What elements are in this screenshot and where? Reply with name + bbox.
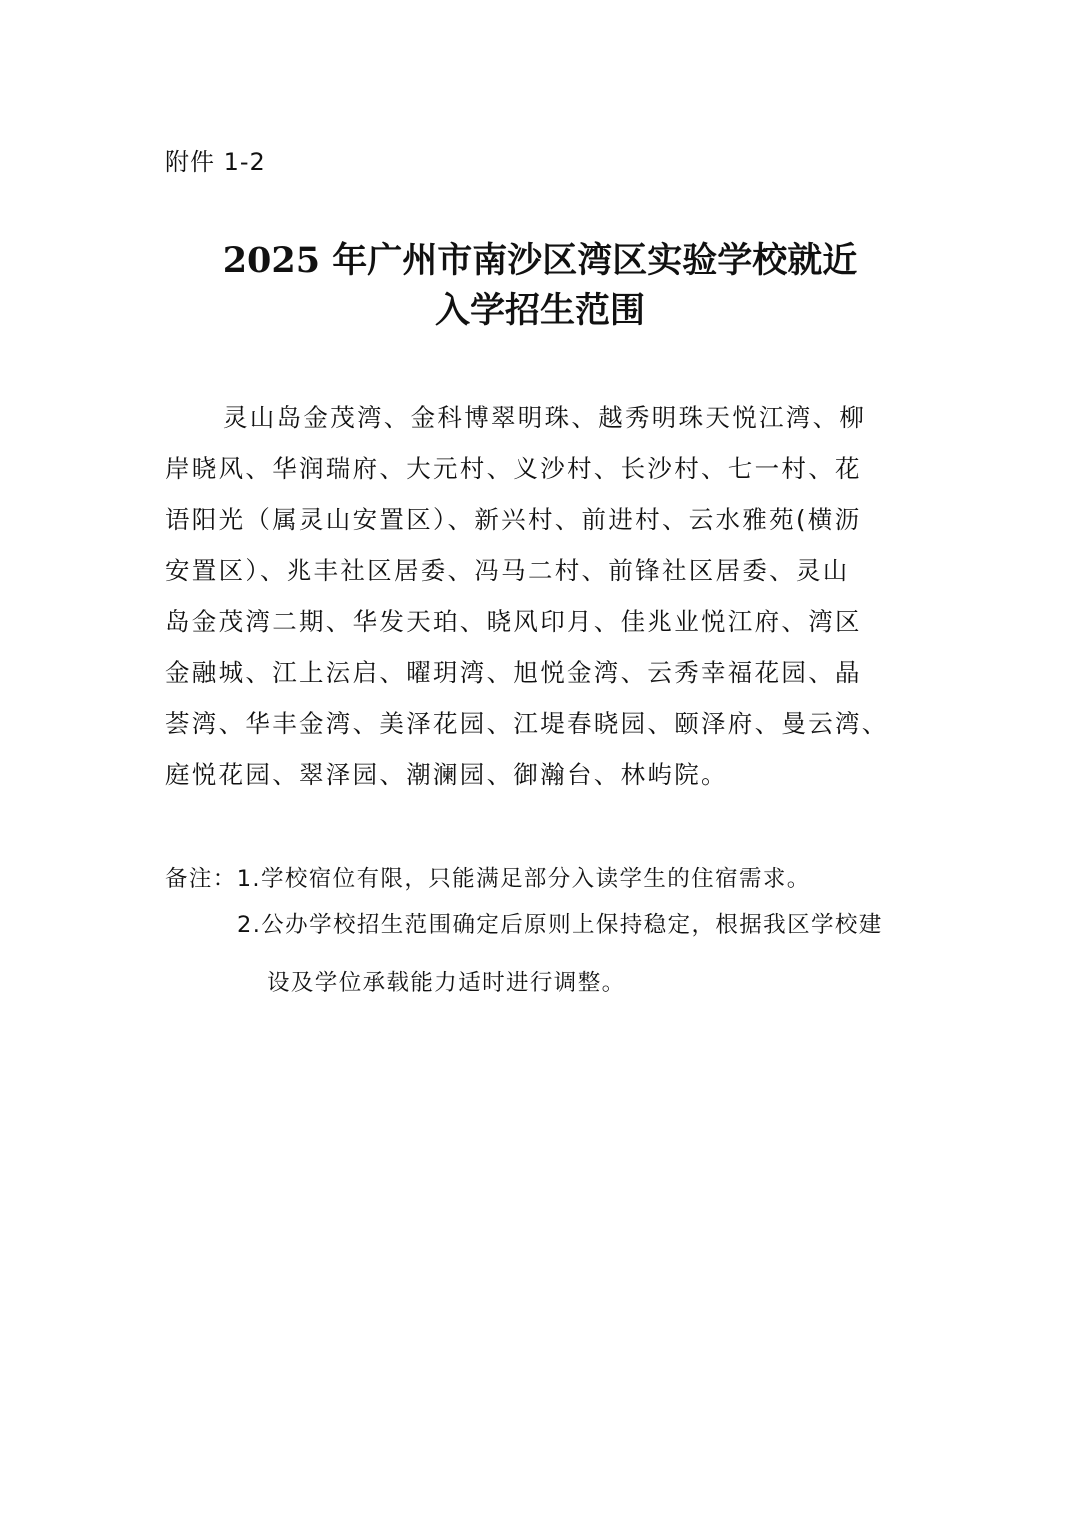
title-line-2: 入学招生范围 [434,290,645,331]
title-line-1: 2025 年广州市南沙区湾区实验学校就近 [222,240,858,281]
notes-section [165,856,925,1006]
body-line-4: 安置区）、兆丰社区居委、冯马二村、前锋社区居委、灵山 [165,556,850,585]
note-item-1: 备注：1.学校宿位有限，只能满足部分入读学生的住宿需求。 [165,866,811,892]
body-line-5: 岛金茂湾二期、华发天珀、晓风印月、佳兆业悦江府、湾区 [165,607,862,636]
note-item-2: 2.公办学校招生范围确定后原则上保持稳定，根据我区学校建 [237,912,883,938]
note-item-2-continued: 设及学位承载能力适时进行调整。 [267,970,626,996]
body-line-1: 灵山岛金茂湾、金科博翠明珠、越秀明珠天悦江湾、柳 [223,403,867,432]
body-line-6: 金融城、江上沄启、曜玥湾、旭悦金湾、云秀幸福花园、晶 [165,658,862,687]
attachment-label: 附件 1-2 [165,148,266,176]
body-line-3: 语阳光（属灵山安置区）、新兴村、前进村、云水雅苑(横沥 [165,505,862,534]
body-line-2: 岸晓风、华润瑞府、大元村、义沙村、长沙村、七一村、花 [165,454,862,483]
document-title [165,236,915,336]
body-line-7: 荟湾、华丰金湾、美泽花园、江堤春晓园、颐泽府、曼云湾、 [165,709,889,738]
body-line-8: 庭悦花园、翠泽园、潮澜园、御瀚台、林屿院。 [165,760,728,789]
enrollment-area-paragraph [165,392,915,800]
